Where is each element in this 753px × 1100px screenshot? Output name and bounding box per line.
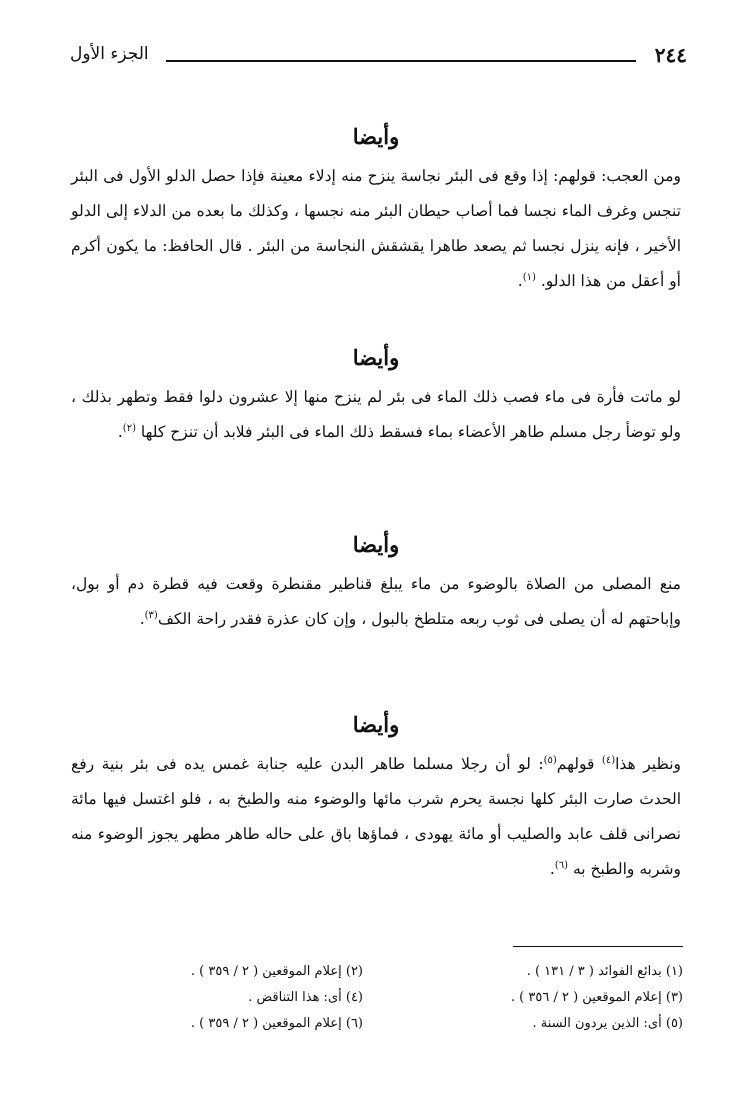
- footnote-ref[interactable]: (٤): [601, 754, 616, 766]
- volume-title: الجزء الأول: [70, 44, 149, 64]
- section-title: وأيضا: [352, 712, 400, 737]
- footnote-2: (٢) إعلام الموقعين ( ٢ / ٣٥٩ ) .: [190, 964, 363, 979]
- footnote-ref[interactable]: (٢): [122, 422, 136, 434]
- section-text-lead: ونظير هذا: [615, 755, 681, 773]
- section-text: ومن العجب: قولهم: إذا وقع فى البئر نجاسة ينزح منه إدلاء معينة فإذا حصل الدلو الأول فى البئر تنجس وغرف الماء نجسا فما أصاب حيطان البئر منه نجسها ، وكذلك ما بعده من الدلاء إلى الدلو الأخير ، فإنه ينزل نجسا ثم يصعد طاهرا يقشقش النجاسة من البئر . قال الحافظ: ما يكون أكرم أو أعقل من هذا الدلو.: [71, 167, 681, 290]
- footnote-6: (٦) إعلام الموقعين ( ٢ / ٣٥٩ ) .: [190, 1016, 363, 1031]
- footnote-5: (٥) أى: الذين يردون السنة .: [532, 1016, 683, 1031]
- section-body: ونظير هذا$^{(٤)}$ قولهم$^{(٥)}$: لو أن رجلا مسلما طاهر البدن عليه جنابة غمس يده فى بئر بنية رفع الحدث صارت البئر كلها نجسة يحرم شرب مائها والوضوء منه والطبخ به ، فلو اغتسل فيها مائة نصرانى قلف عابد والصليب أو مائة يهودى ، فماؤها باق على حاله طاهر مطهر يجوز الوضوء منه وشربه والطبخ به $^{(٦)}$.: [71, 754, 681, 878]
- footnote-4: (٤) أى: هذا التناقض .: [248, 990, 363, 1005]
- section-title: وأيضا: [352, 532, 400, 557]
- section-text: لو ماتت فأرة فى ماء فصب ذلك الماء فى بئر لم ينزح منها إلا عشرون دلوا فقط وتطهر بذلك ، ولو توضأ رجل مسلم طاهر الأعضاء بماء فسقط ذلك الماء فى البئر فلابد أن تنزح كلها: [71, 388, 681, 441]
- page-number: ٢٤٤: [654, 43, 687, 67]
- section-title: وأيضا: [352, 124, 400, 149]
- section-body: منع المصلى من الصلاة بالوضوء من ماء يبلغ قناطير مقنطرة وقعت فيه قطرة دم أو بول، وإباحتهم له أن يصلى فى ثوب ربعه متلطخ بالبول ، وإن كان عذرة فقدر راحة الكف$^{(٣)}$.: [71, 575, 681, 628]
- footnote-ref[interactable]: (١): [522, 271, 536, 283]
- footnote-ref[interactable]: (٦): [554, 859, 569, 871]
- section-text: منع المصلى من الصلاة بالوضوء من ماء يبلغ قناطير مقنطرة وقعت فيه قطرة دم أو بول، وإباحتهم له أن يصلى فى ثوب ربعه متلطخ بالبول ، وإن كان عذرة فقدر راحة الكف: [71, 575, 681, 628]
- footnote-3: (٣) إعلام الموقعين ( ٢ / ٣٥٦ ) .: [510, 990, 683, 1005]
- footnote-ref[interactable]: (٥): [543, 754, 557, 766]
- section-text: : لو أن رجلا مسلما طاهر البدن عليه جنابة غمس يده فى بئر بنية رفع الحدث صارت البئر كلها نجسة يحرم شرب مائها والوضوء منه والطبخ به ، فلو اغتسل فيها مائة نصرانى قلف عابد والصليب أو مائة يهودى ، فماؤها باق على حاله طاهر مطهر يجوز الوضوء منه وشربه والطبخ به: [71, 755, 681, 878]
- section-body: ومن العجب: قولهم: إذا وقع فى البئر نجاسة ينزح منه إدلاء معينة فإذا حصل الدلو الأول فى البئر تنجس وغرف الماء نجسا فما أصاب حيطان البئر منه نجسها ، وكذلك ما بعده من الدلاء إلى الدلو الأخير ، فإنه ينزل نجسا ثم يصعد طاهرا يقشقش النجاسة من البئر . قال الحافظ: ما يكون أكرم أو أعقل من هذا الدلو. $^{(١)}$.: [71, 167, 681, 290]
- footnote-rule: [513, 946, 683, 947]
- section-title: وأيضا: [352, 345, 400, 370]
- header-rule: [166, 60, 636, 62]
- footnotes: [63, 962, 683, 1034]
- footnote-1: (١) بدائع الفوائد ( ٣ / ١٣١ ) .: [526, 964, 683, 979]
- section-2: [71, 345, 681, 450]
- section-body: لو ماتت فأرة فى ماء فصب ذلك الماء فى بئر لم ينزح منها إلا عشرون دلوا فقط وتطهر بذلك ، ولو توضأ رجل مسلم طاهر الأعضاء بماء فسقط ذلك الماء فى البئر فلابد أن تنزح كلها $^{(٢)}$.: [71, 388, 681, 441]
- footnote-ref[interactable]: (٣): [144, 609, 158, 621]
- section-1: [71, 124, 681, 299]
- section-text-mid: قولهم: [556, 755, 602, 773]
- section-4: [71, 712, 681, 887]
- section-3: [71, 532, 681, 637]
